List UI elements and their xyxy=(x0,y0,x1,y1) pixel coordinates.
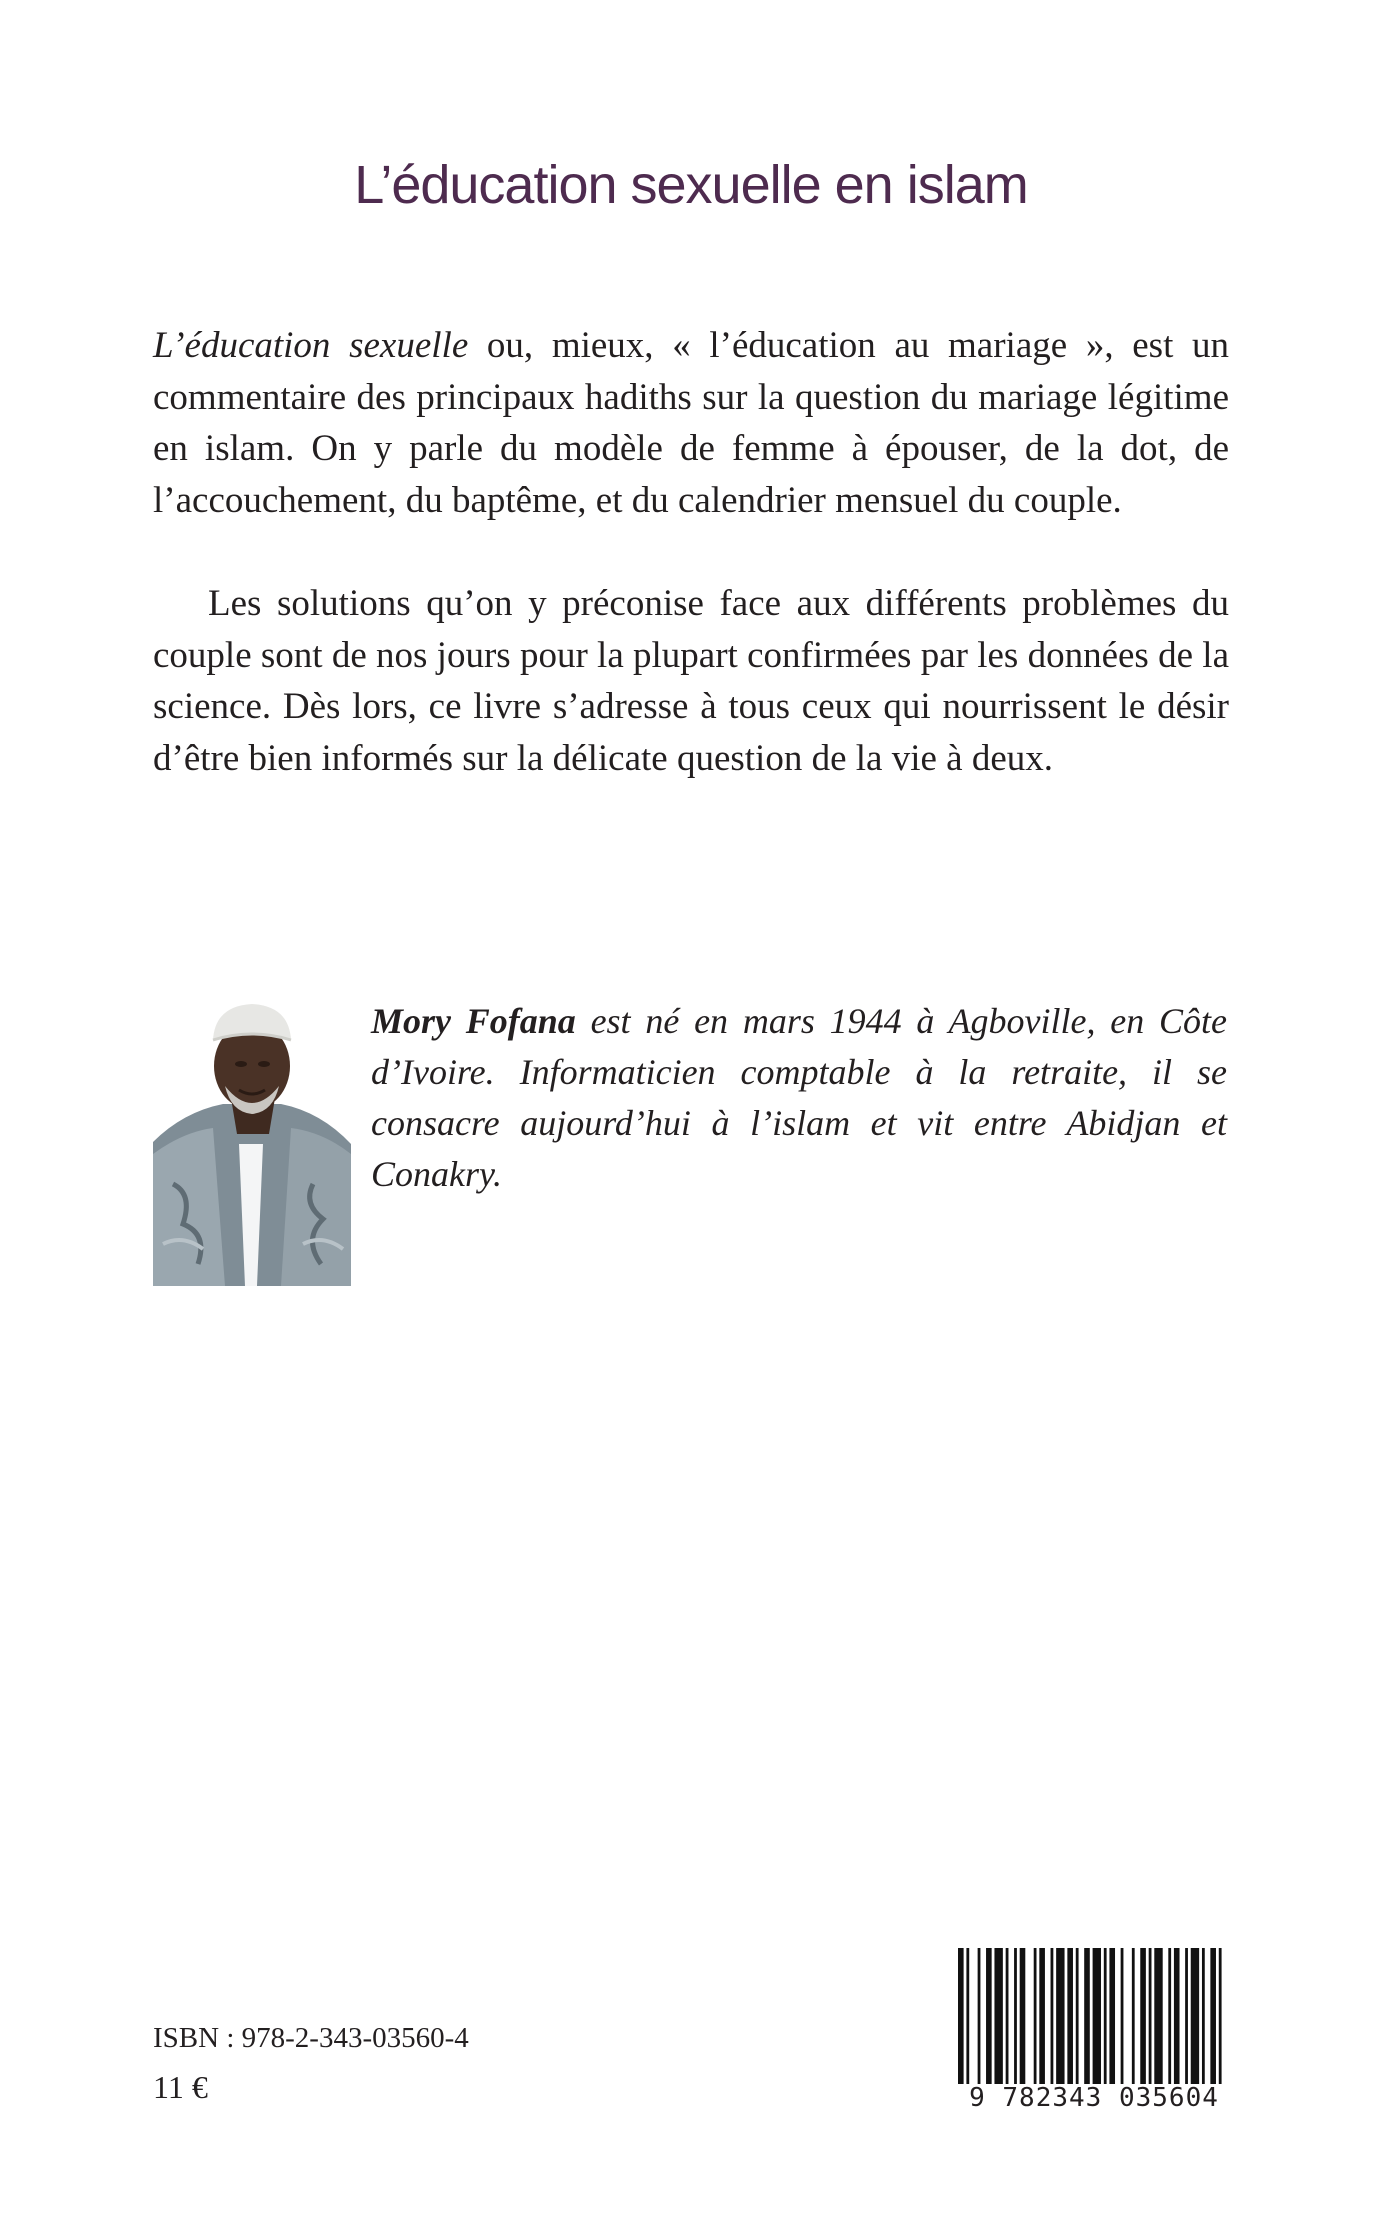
summary-paragraph-1-text: ou, mieux, « l’éducation au mariage », est un commentaire des principaux hadiths sur la question du mariage légitime en islam. On y parle du modèle de femme à épouser, de la dot, de l’accouchement, du baptême, et du calendrier mensuel du couple. xyxy=(153,325,1230,521)
barcode-bar xyxy=(1076,1948,1079,2084)
author-bio xyxy=(371,996,1227,1200)
author-portrait-icon xyxy=(153,994,351,1286)
barcode-bar xyxy=(1051,1948,1054,2084)
book-summary xyxy=(153,320,1229,784)
barcode-bar xyxy=(1174,1948,1180,2084)
barcode-bar xyxy=(1020,1948,1026,2084)
barcode-digits: 9 782343 035604 xyxy=(969,2083,1219,2113)
author-name: Mory Fofana xyxy=(371,1001,576,1041)
barcode-bar xyxy=(1104,1948,1107,2084)
isbn-label: ISBN : 978-2-343-03560-4 xyxy=(153,2022,469,2054)
barcode-bar xyxy=(1202,1948,1205,2084)
summary-paragraph-2: Les solutions qu’on y préconise face aux différents problèmes du couple sont de nos jours pour la plupart confirmées par les données de la science. Dès lors, ce livre s’adresse à tous ceux qui nourrissent le désir d’être bien informés sur la délicate question de la vie à deux. xyxy=(153,583,1229,779)
author-photo xyxy=(153,994,351,1286)
barcode-bar xyxy=(958,1948,964,2084)
barcode-bar xyxy=(1067,1948,1073,2084)
author-bio-text: est né en mars 1944 à Agboville, en Côte d’Ivoire. Informaticien comptable à la retraite, il se consacre aujourd’hui à l’islam et vit entre Abidjan et Conakry. xyxy=(371,1001,1227,1194)
barcode-bar xyxy=(1132,1948,1135,2084)
book-title: L’éducation sexuelle en islam xyxy=(354,155,1028,215)
barcode-bar xyxy=(1093,1948,1101,2084)
barcode-bar xyxy=(986,1948,992,2084)
barcode-bar xyxy=(1185,1948,1188,2084)
barcode-bar xyxy=(1210,1948,1216,2084)
barcode-bar xyxy=(966,1948,969,2084)
price-label: 11 € xyxy=(153,2069,208,2105)
barcode xyxy=(958,1948,1230,2118)
barcode-bar xyxy=(1006,1948,1009,2084)
barcode-bar xyxy=(1140,1948,1146,2084)
barcode-bar xyxy=(1121,1948,1124,2084)
barcode-bar xyxy=(1149,1948,1152,2084)
barcode-bar xyxy=(1014,1948,1017,2084)
summary-italic-lead: L’éducation sexuelle xyxy=(153,325,469,366)
barcode-bar xyxy=(1056,1948,1064,2084)
barcode-bar xyxy=(1039,1948,1045,2084)
barcode-bar xyxy=(978,1948,981,2084)
barcode-bar xyxy=(1191,1948,1199,2084)
barcode-icon xyxy=(958,1948,1230,2084)
barcode-bar xyxy=(1219,1948,1222,2084)
barcode-bar xyxy=(1168,1948,1171,2084)
barcode-bar xyxy=(994,1948,1002,2084)
barcode-bar xyxy=(1034,1948,1037,2084)
barcode-bar xyxy=(1109,1948,1115,2084)
barcode-bar xyxy=(1154,1948,1162,2084)
summary-paragraph-1 xyxy=(153,320,1229,526)
barcode-bar xyxy=(1084,1948,1090,2084)
